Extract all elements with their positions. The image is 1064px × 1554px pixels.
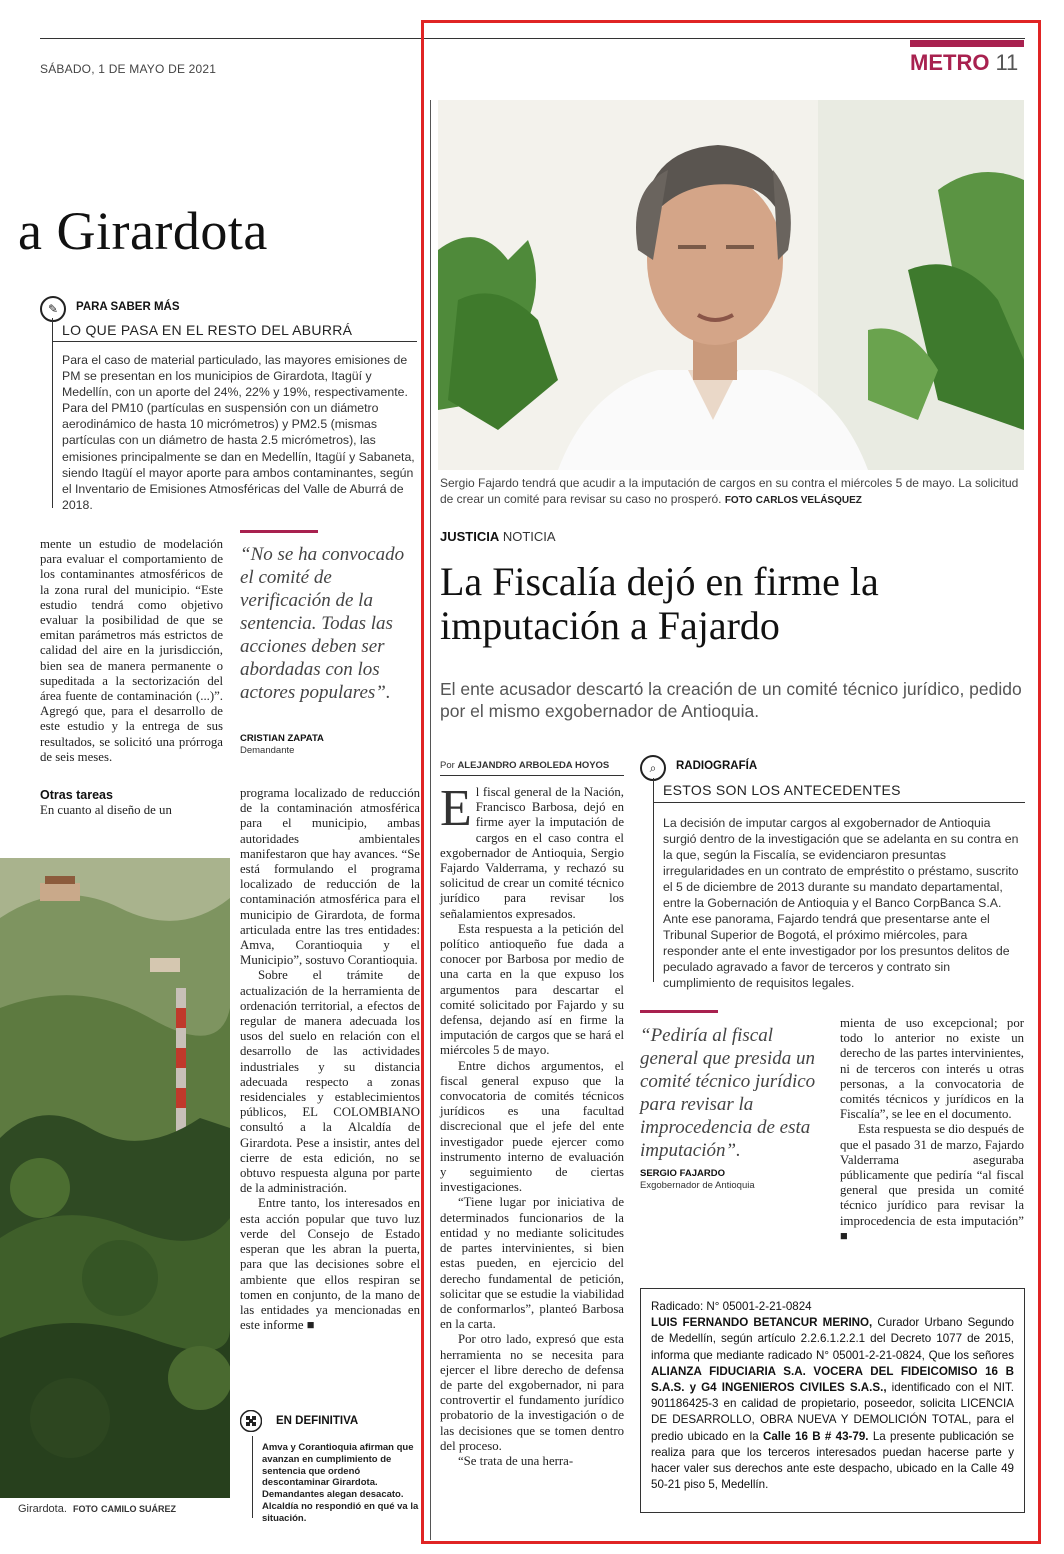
divider xyxy=(52,318,53,508)
paragraph: Entre dichos argumentos, el fiscal general expuso que la convocatoria de comités técnicos jurídicos es una facultad discrecional que el jefe del ente investigador puede ejercer como instrumento interno de evaluación y seguimiento de ciertas investigaciones. xyxy=(440,1058,624,1195)
left-photo-caption xyxy=(18,1503,176,1515)
page-number: 11 xyxy=(995,50,1019,75)
paragraph: Esta respuesta se dio después de que el pasado 31 de marzo, Fajardo Valderrama aseguraba públicamente que pediría “al fiscal general que presida un comité técnico jurídico para revisar la improcedencia de esta imputación” ■ xyxy=(840,1122,1024,1243)
paragraph: programa localizado de reducción de la contaminación atmosférica para el municipio, ambas autoridades ambientales manifestaron que hay avances. “Se está formulando el programa localizado de reducción de la contaminación atmosférica para el municipio de Girardota, de forma articulada entre las tres entidades: Amva, Corantioquia y el Municipio”, sostuvo Corantioquia. xyxy=(240,786,420,968)
en-definitiva-label: EN DEFINITIVA xyxy=(276,1415,359,1427)
caption-text: Sergio Fajardo tendrá que acudir a la imputación de cargos en su contra el miércoles 5 de mayo. La solicitud de crear un comité para revisar su caso no prosperó. xyxy=(440,476,1019,506)
credit-prefix: FOTO xyxy=(73,1504,98,1514)
notice-address: Calle 16 B # 43-79. xyxy=(762,1429,869,1443)
paragraph: Esta respuesta a la petición del político antioqueño fue dada a conocer por Barbosa por medio de una carta en la que expuso los argumentos para descartar el comité solicitado por Fajardo y su defensa, dejando así en firme la imputación de cargos que se hará el miércoles 5 de mayo. xyxy=(440,921,624,1058)
notice-company: ALIANZA FIDUCIARIA S.A. VOCERA DEL FIDEICOMISO 16 B S.A.S. y G4 INGENIEROS CIVILES S.A.S., xyxy=(651,1364,1014,1395)
divider xyxy=(52,341,417,342)
paragraph: “Tiene lugar por iniciativa de determinados funcionarios de la entidad y no mediante solicitudes de partes intervinientes, si bien estas pueden, en ejercicio del derecho fundamental de petición, solicitar que se estudie la viabilidad de conformarlos”, planteó Barbosa en la carta. xyxy=(440,1195,624,1332)
pull-quote: “No se ha convocado el comité de verificación de la sentencia. Todas las acciones deben ser abordadas con los actores populares”. xyxy=(240,544,405,703)
subhead: Otras tareas xyxy=(40,788,113,802)
pin-icon: ✎ xyxy=(40,296,66,322)
drop-cap: E xyxy=(440,780,472,837)
paragraph: Por otro lado, expresó que esta herramienta no se necesita para ejercer el libre derecho de defensa de parte del exgobernador, ni para controvertir el fundamento jurídico probatorio de la investigación o de las decisiones que se tomen dentro del proceso. xyxy=(440,1332,624,1453)
para-saber-mas-body: Para el caso de material particulado, las mayores emisiones de PM se presentan en los municipios de Girardota, Itagüí y Medellín, con un aporte del 24%, 22% y 19%, respectivamente. Para del PM10 (partículas en suspensión con un diámetro aerodinámico de hasta 10 micrómetros) y PM2.5 (mismas partículas con un diámetro de hasta 2.5 micrómetros), las emisiones principalmente se dan en Medellín, Itagüí y Sabaneta, siendo Itagüí el mayor aporte para ambos contaminantes, según el Inventario de Emisiones Atmosféricas del Valle de Aburrá de 2018. xyxy=(62,353,415,512)
byline-prefix: Por xyxy=(440,760,455,771)
left-headline-fragment: a Girardota xyxy=(18,201,268,261)
checker-icon xyxy=(240,1410,262,1432)
para-saber-mas-subtitle: LO QUE PASA EN EL RESTO DEL ABURRÁ xyxy=(62,322,353,338)
para-saber-mas-label: PARA SABER MÁS xyxy=(76,301,180,313)
paragraph: En cuanto al diseño de un xyxy=(40,803,172,817)
quote-author-name: SERGIO FAJARDO xyxy=(640,1168,725,1179)
notice-text: identificado con el NIT. 901186425-3 en calidad de propietario, poseedor, solicita LICENCIA DE DESARROLLO, OBRA NUEVA Y DEMOLICIÓN TOTAL, para el predio ubicado en la xyxy=(651,1381,1014,1443)
quote-role: Exgobernador de Antioquia xyxy=(640,1180,755,1191)
notice-name: LUIS FERNANDO BETANCUR MERINO, xyxy=(651,1316,873,1330)
quote-author-name: CRISTIAN ZAPATA xyxy=(240,733,324,744)
notice-radicado: Radicado: N° 05001-2-21-0824 xyxy=(651,1300,812,1313)
credit-prefix: FOTO xyxy=(724,495,753,506)
main-headline: La Fiscalía dejó en firme la imputación a Fajardo xyxy=(440,559,879,648)
paragraph: Sobre el trámite de actualización de la herramienta de ordenación territorial, a efectos de regular de manera adecuada los usos del suelo en relación con el desarrollo de las actividades industriales y su distancia adecuada respecto a zonas residenciales y establecimientos públicos, EL COLOMBIANO consultó a la Alcaldía de Girardota. Pese a insistir, antes del cierre de esta edición, no se obtuvo respuesta alguna por parte de la administración. xyxy=(240,968,420,1196)
radiografia-body: La decisión de imputar cargos al exgobernador de Antioquia surgió dentro de la investigación que se adelanta en su contra en la que, según la Fiscalía, se evidenciaron presuntas irregularidades en un contrato de empréstito o préstamo, suscrito el 5 de diciembre de 2013 durante su mandato departamental, entre la Gobernación de Antioquia y el Banco CorpBanca S.A. Ante ese panorama, Fajardo tendrá que presentarse ante el Tribunal Superior de Bogotá, el próximo miércoles, para responder ante el ente investigador por los presuntos delitos de peculado agravado a favor de terceros y contrato sin cumplimiento de requisitos legales. xyxy=(663,816,1019,990)
paragraph: “Se trata de una herra- xyxy=(458,1453,574,1468)
quote-role: Demandante xyxy=(240,745,295,756)
quote-accent-bar xyxy=(240,530,318,533)
radiografia-label: RADIOGRAFÍA xyxy=(676,760,758,772)
section-name: METRO xyxy=(910,50,990,75)
highlight-frame xyxy=(421,20,1041,1544)
quote-author xyxy=(240,733,324,744)
section-name: JUSTICIA xyxy=(440,529,500,544)
credit-name: CARLOS VELÁSQUEZ xyxy=(755,495,862,506)
notice-text: Curador Urbano Segundo de Medellín, según artículo 2.2.6.1.2.2.1 del Decreto 1077 de 2015, informa que mediante radicado N° 05001-2-21-0824, Que los señores xyxy=(651,1316,1014,1362)
paragraph: mente un estudio de modelación para evaluar el comportamiento de los contaminantes atmosféricos de la zona rural del municipio. “Este estudio tendrá como objetivo evaluar la posibilidad de que se emitan parámetros más estrictos de calidad del aire en la jurisdicción, bien sea de manera permanente o supeditada a la sectorización del área fuente de contaminación (...)”. Agregó que, para el desarrollo de este estudio y la entrega de sus resultados, se solicitó una prórroga de seis meses. xyxy=(40,537,223,764)
divider xyxy=(252,1436,253,1518)
left-column-1-text xyxy=(40,537,223,765)
paragraph: Entre tanto, los interesados en esta acción popular que tuvo luz verde del Consejo de Estado esperan que les abran la puerta, para que las decisiones sobre el ambiente que ellos respiran se tomen en conjunto, de la mano de las entidades ya mencionadas en este informe ■ xyxy=(240,1196,420,1333)
paragraph-text: l fiscal general de la Nación, Francisco Barbosa, dejó en firme ayer la imputación de cargos en el caso contra el exgobernador de Antioquia, Sergio Fajardo Valderrama, y rechazó su solicitud de crear un comité técnico jurídico para revisar los señalamientos expresados. xyxy=(440,785,624,921)
paragraph: mienta de uso excepcional; por todo lo anterior no existe un derecho de las partes intervinientes, ni de terceros con interés u otras personas, a la convocatoria de comités técnicos y jurídicos en la Fiscalía”, se lee en el documento. xyxy=(840,1016,1024,1122)
radiografia-subtitle: ESTOS SON LOS ANTECEDENTES xyxy=(663,782,901,798)
notice-text: La presente publicación se realiza para que los terceros interesados puedan hacerse parte y hacer valer sus derechos ante este despacho, ubicado en la Calle 49 50-21 piso 5, Medellín. xyxy=(651,1429,1015,1492)
issue-date: SÁBADO, 1 DE MAYO DE 2021 xyxy=(40,62,217,76)
girardota-photo xyxy=(0,858,230,1498)
main-dek: El ente acusador descartó la creación de un comité técnico jurídico, pedido por el mismo exgobernador de Antioquia. xyxy=(440,679,1022,721)
en-definitiva-body: Amva y Corantioquia afirman que avanzan en cumplimiento de sentencia que ordenó descontaminar Girardota. Demandantes alegan desacato. Alcaldía no respondió en qué va la situación. xyxy=(262,1442,419,1524)
magnifier-icon: ⌕ xyxy=(640,755,666,781)
caption-text: Girardota. xyxy=(18,1503,67,1515)
credit-name: CAMILO SUÁREZ xyxy=(100,1504,176,1514)
pull-quote: “Pediría al fiscal general que presida un comité técnico jurídico para revisar la improcedencia de esta imputación”. xyxy=(640,1025,816,1161)
byline-author: ALEJANDRO ARBOLEDA HOYOS xyxy=(457,760,610,771)
article-kind: NOTICIA xyxy=(502,529,556,544)
left-column-2-text xyxy=(240,786,420,1333)
